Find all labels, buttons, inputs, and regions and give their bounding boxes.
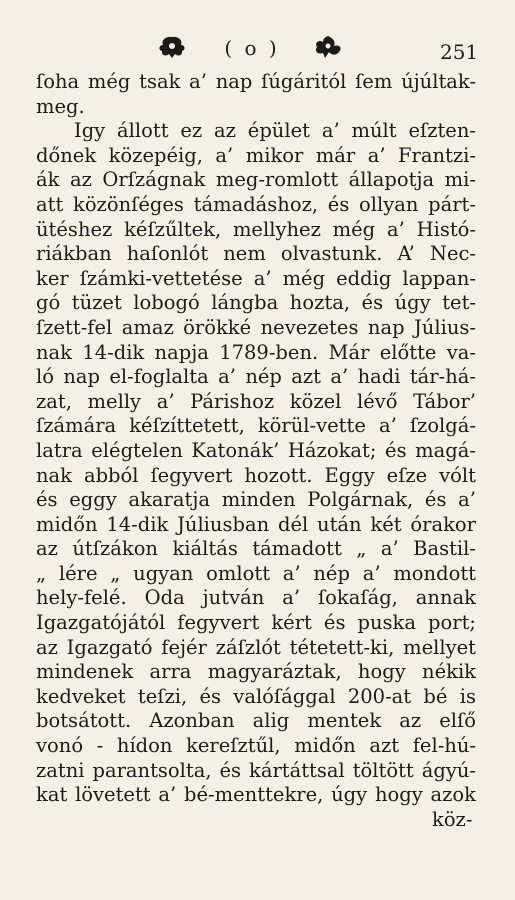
- text-line: zat, melly a’ Párishoz közel lévő Tábor’: [36, 389, 476, 413]
- text-line: az útſzákon kiáltás támadott „ a’ Bastil-: [36, 537, 476, 561]
- text-line: kedveket teſzi, és valóſággal 200-at bé is: [36, 684, 476, 708]
- text-line: „ lére „ ugyan omlott a’ nép a’ mondott: [36, 561, 476, 585]
- text-line: az Igazgató fejér záſzlót tétetett-ki, mellyet: [36, 635, 476, 659]
- text-line: hely-felé. Oda jutván a’ ſokaſág, annak: [36, 586, 476, 610]
- text-line: vonó - hídon kereſztűl, midőn azt fel-hú-: [36, 734, 476, 758]
- text-line: dőnek közepéig, a’ mikor már a’ Frantzi-: [36, 143, 476, 167]
- text-line: riákban haſonlót nem olvastunk. A’ Nec-: [36, 242, 476, 266]
- text-line: ütéshez kéſzűltek, mellyhez még a’ Histó-: [36, 217, 476, 241]
- text-line: ſzett-fel amaz örökké nevezetes nap Július-: [36, 315, 476, 339]
- text-line: zatni parantsolta, és kártáttsal töltött ágyú-: [36, 758, 476, 782]
- text-line: ſzámára kéſzíttetett, körül-vette a’ ſzolgá-: [36, 414, 476, 438]
- text-line: ker ſzámki-vettetése a’ még eddig lappan-: [36, 266, 476, 290]
- text-line: ſoha még tsak a’ nap ſúgáritól ſem újúltak-: [36, 70, 476, 93]
- text-line: Igy állott ez az épület a’ múlt eſzten-: [74, 119, 476, 143]
- text-line: att közönſéges támadáshoz, és ollyan párt-: [36, 192, 476, 216]
- text-line: latra elégtelen Katonák’ Házokat; és magá-: [36, 438, 476, 462]
- text-line: mindenek arra magyaráztak, hogy nékik: [36, 660, 476, 684]
- floral-ornament-icon: [155, 34, 189, 64]
- text-line: nak 14-dik napja 1789-ben. Már előtte va-: [36, 340, 476, 364]
- text-line: és eggy akaratja minden Polgárnak, és a’: [36, 488, 476, 512]
- text-line: botsátott. Azonban alig mentek az elſő: [36, 709, 476, 733]
- text-line: ák az Orſzágnak meg-romlott állapotja mi-: [36, 168, 476, 192]
- text-line: kat lövetett a’ bé-menttekre, úgy hogy azok: [36, 783, 476, 807]
- folio-mark: ( o ): [224, 36, 280, 60]
- text-line: Igazgatójától fegyvert kért és puska port;: [36, 611, 476, 635]
- text-line: ló nap el-foglalta a’ nép azt a’ hadi tár-há-: [36, 365, 476, 389]
- page-header: [0, 34, 515, 64]
- catchword: köz-: [432, 807, 473, 831]
- text-line: nak abból ſegyvert hozott. Eggy eſze vólt: [36, 463, 476, 487]
- page-text: [36, 70, 476, 832]
- text-line: meg.: [36, 94, 85, 118]
- floral-ornament-icon: [312, 34, 346, 64]
- page-number: 251: [440, 40, 479, 64]
- text-line: gó tüzet lobogó lángba hozta, és úgy tet-: [36, 291, 476, 315]
- text-line: midőn 14-dik Júliusban dél után két órakor: [36, 512, 476, 536]
